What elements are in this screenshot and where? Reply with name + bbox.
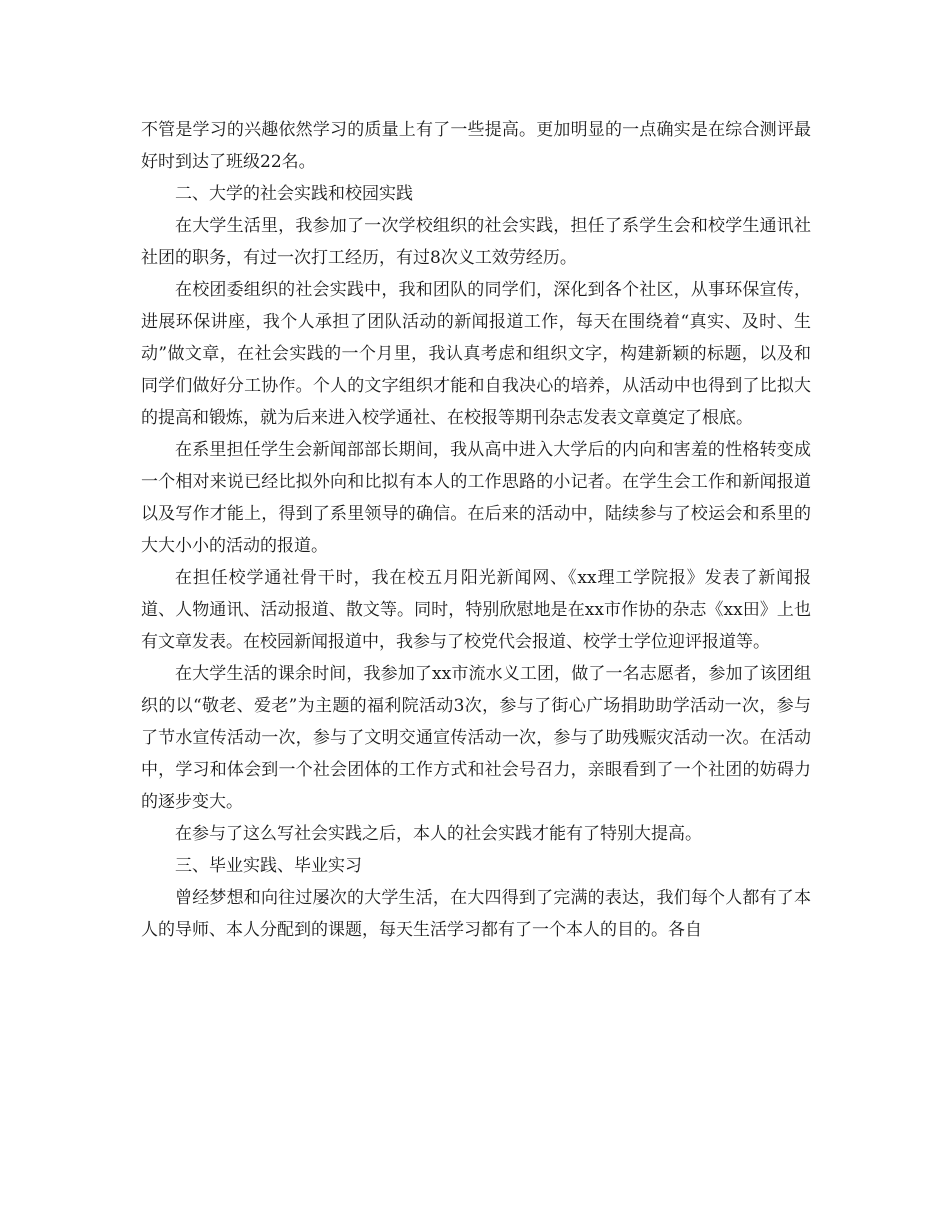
section-heading-social-practice: 二、大学的社会实践和校园实践 bbox=[175, 184, 413, 204]
paragraph-volunteer: 在大学生活的课余时间，我参加了xx市流水义工团，做了一名志愿者，参加了该团组织的以“敬老、爱老”为主题的福利院活动3次，参与了街心广场捐助助学活动一次，参与了节水宣传活动一次，参与了文明交通宣传活动一次，参与了助残赈灾活动一次。在活动中，学习和体会到一个社会团体的工作方式和社会号召力，亲眼看到了一个社团的妨碍力的逐步变大。 bbox=[141, 664, 811, 812]
paragraph-practice-overview: 在大学生活里，我参加了一次学校组织的社会实践，担任了系学生会和校学生通讯社社团的职务，有过一次打工经历，有过8次义工效劳经历。 bbox=[141, 216, 811, 268]
paragraph-graduation: 曾经梦想和向往过屡次的大学生活，在大四得到了完满的表达，我们每个人都有了本人的导师、本人分配到的课题，每天生活学习都有了一个本人的目的。各自 bbox=[141, 888, 811, 940]
paragraph-summary: 在参与了这么写社会实践之后，本人的社会实践才能有了特别大提高。 bbox=[175, 824, 702, 844]
section-heading-graduation: 三、毕业实践、毕业实习 bbox=[175, 856, 362, 876]
paragraph-continuation: 不管是学习的兴趣依然学习的质量上有了一些提高。更加明显的一点确实是在综合测评最好时到达了班级22名。 bbox=[141, 120, 811, 172]
document-body bbox=[141, 114, 811, 946]
paragraph-league-practice: 在校团委组织的社会实践中，我和团队的同学们，深化到各个社区，从事环保宣传，进展环保讲座，我个人承担了团队活动的新闻报道工作，每天在围绕着“真实、及时、生动”做文章，在社会实践的一个月里，我认真考虑和组织文字，构建新颖的标题，以及和同学们做好分工协作。个人的文字组织才能和自我决心的培养，从活动中也得到了比拟大的提高和锻炼，就为后来进入校学通社、在校报等期刊杂志发表文章奠定了根底。 bbox=[141, 280, 811, 428]
paragraph-news-agency: 在担任校学通社骨干时，我在校五月阳光新闻网、《xx理工学院报》发表了新闻报道、人物通讯、活动报道、散文等。同时，特别欣慰地是在xx市作协的杂志《xx田》上也有文章发表。在校园新闻报道中，我参与了校党代会报道、校学士学位迎评报道等。 bbox=[141, 568, 811, 652]
paragraph-student-union: 在系里担任学生会新闻部部长期间，我从高中进入大学后的内向和害羞的性格转变成一个相对来说已经比拟外向和比拟有本人的工作思路的小记者。在学生会工作和新闻报道以及写作才能上，得到了系里领导的确信。在后来的活动中，陆续参与了校运会和系里的大大小小的活动的报道。 bbox=[141, 440, 811, 556]
